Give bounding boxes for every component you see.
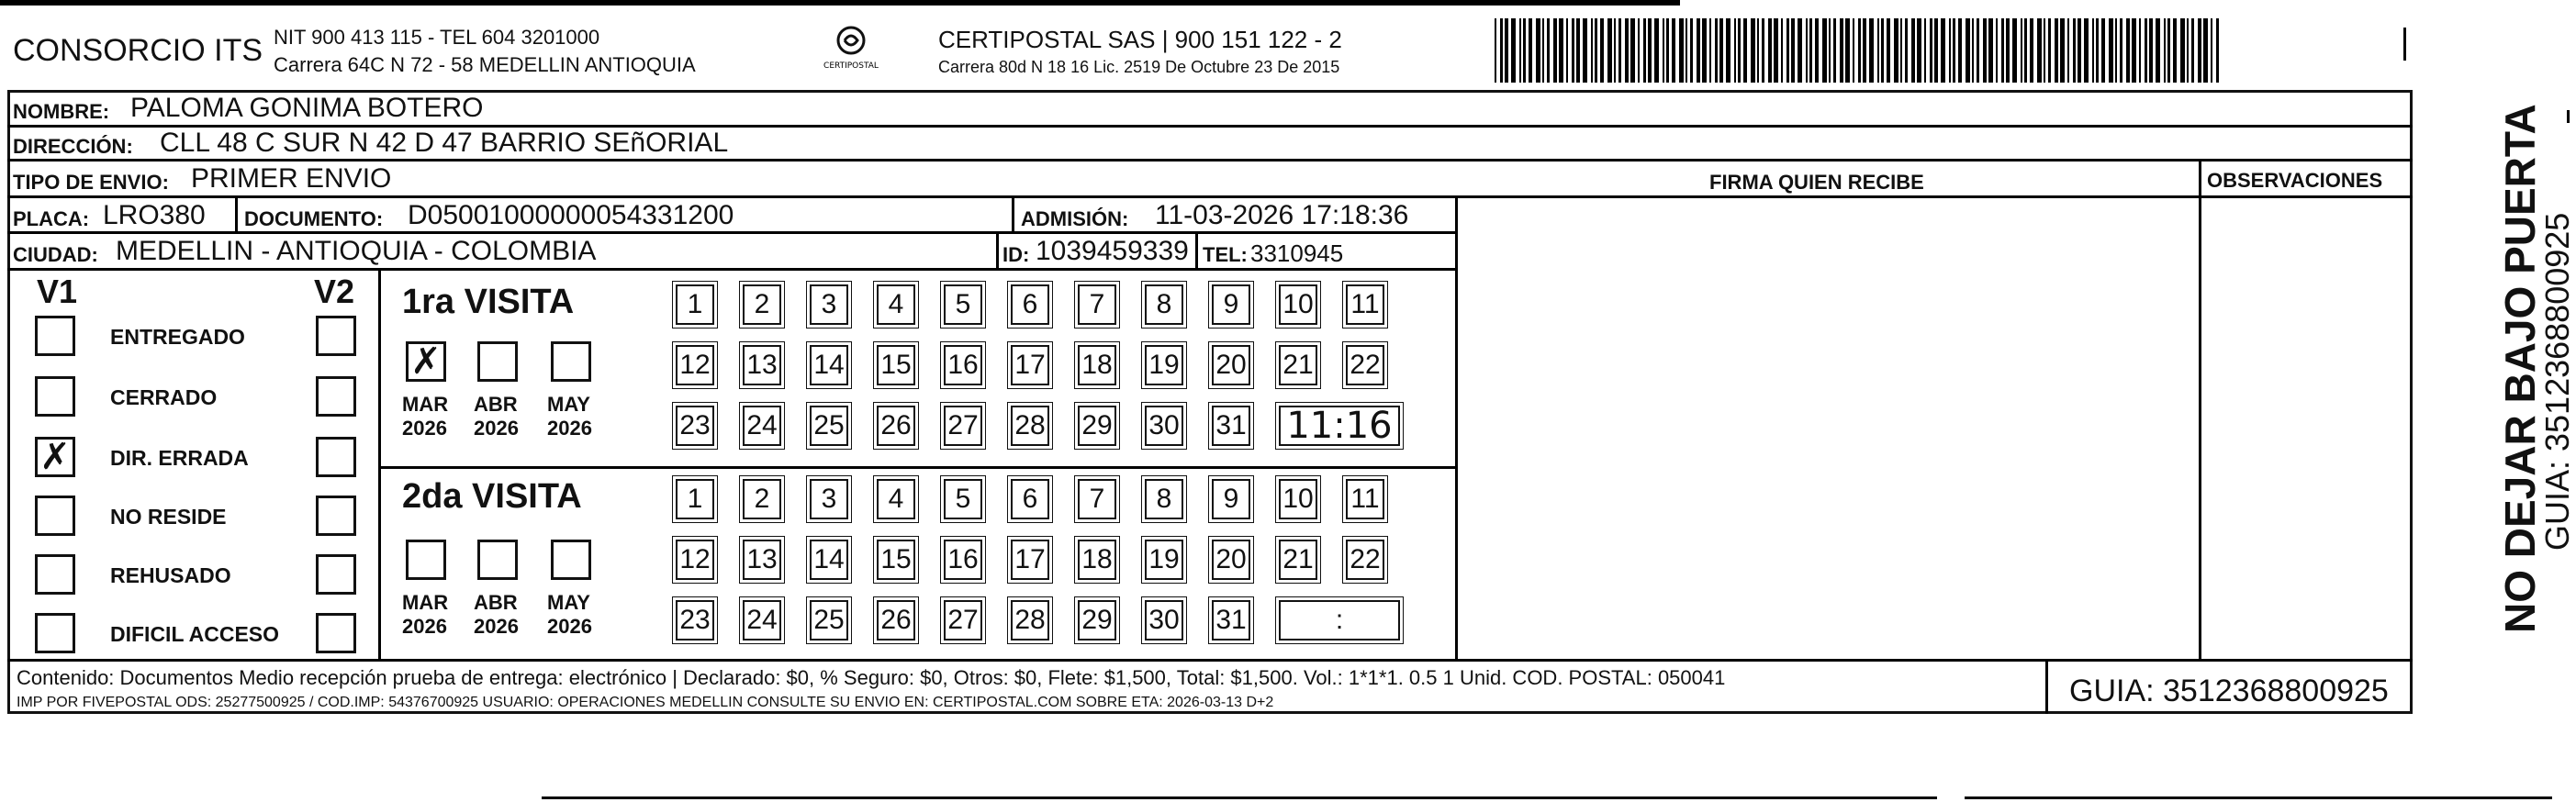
day-cell[interactable]: 3 <box>810 284 848 325</box>
month-label: MAR <box>402 393 449 416</box>
day-cell[interactable]: 24 <box>743 600 781 640</box>
bottom-rule-right <box>1965 796 2552 799</box>
v1-label: V1 <box>37 273 78 310</box>
status-label: DIR. ERRADA <box>110 446 249 470</box>
carrier-license: Carrera 80d N 18 16 Lic. 2519 De Octubre 23 De 2015 <box>938 58 1340 76</box>
day-cell[interactable]: 28 <box>1011 406 1049 446</box>
day-cell[interactable]: 17 <box>1011 345 1049 385</box>
right-edge-mark <box>2567 110 2570 123</box>
day-cell[interactable]: 29 <box>1078 406 1116 446</box>
firma-header: FIRMA QUIEN RECIBE <box>1709 171 1924 194</box>
day-cell[interactable]: 6 <box>1011 479 1049 519</box>
day-cell[interactable]: 4 <box>877 479 915 519</box>
day-cell[interactable]: 13 <box>743 345 781 385</box>
side-guia: GUIA: 3512368800925 <box>2538 212 2576 551</box>
tipo-value: PRIMER ENVIO <box>191 163 392 194</box>
nombre-value: PALOMA GONIMA BOTERO <box>130 93 484 123</box>
visita1-title: 1ra VISITA <box>402 283 575 321</box>
year-label: 2026 <box>547 417 592 440</box>
month-checkbox[interactable] <box>477 540 518 580</box>
day-cell[interactable]: 17 <box>1011 540 1049 580</box>
day-cell[interactable]: 31 <box>1212 600 1250 640</box>
day-cell[interactable]: 5 <box>944 479 982 519</box>
day-cell[interactable]: 1 <box>676 479 714 519</box>
day-cell[interactable]: 16 <box>944 345 982 385</box>
month-label: MAY <box>547 591 590 614</box>
status-v1-checkbox[interactable] <box>35 316 75 356</box>
status-v2-checkbox[interactable] <box>316 316 356 356</box>
status-label: ENTREGADO <box>110 325 245 349</box>
status-v1-checkbox[interactable] <box>35 496 75 536</box>
year-label: 2026 <box>474 417 519 440</box>
nombre-label: NOMBRE: <box>13 100 110 123</box>
placa-value: LRO380 <box>103 200 206 230</box>
ciudad-value: MEDELLIN - ANTIOQUIA - COLOMBIA <box>116 236 597 266</box>
day-cell[interactable]: 18 <box>1078 540 1116 580</box>
month-label: MAY <box>547 393 590 416</box>
day-cell[interactable]: 30 <box>1145 406 1183 446</box>
year-label: 2026 <box>474 615 519 638</box>
day-cell[interactable]: 12 <box>676 345 714 385</box>
company-name: CONSORCIO ITS <box>13 33 263 68</box>
documento-label: DOCUMENTO: <box>244 207 384 230</box>
day-cell[interactable]: 9 <box>1212 284 1250 325</box>
bottom-rule-left <box>542 796 1937 799</box>
month-checkbox[interactable] <box>551 341 591 382</box>
day-cell[interactable]: 15 <box>877 540 915 580</box>
id-label: ID: <box>1002 243 1030 266</box>
month-checkbox[interactable] <box>406 540 446 580</box>
day-cell[interactable]: 31 <box>1212 406 1250 446</box>
day-cell[interactable]: 7 <box>1078 479 1116 519</box>
status-v2-checkbox[interactable] <box>316 376 356 417</box>
footer-guia: GUIA: 3512368800925 <box>2069 674 2389 708</box>
month-checkbox[interactable] <box>477 341 518 382</box>
documento-value: D05001000000054331200 <box>408 200 734 230</box>
year-label: 2026 <box>402 615 447 638</box>
ciudad-label: CIUDAD: <box>13 243 98 266</box>
visita2-title: 2da VISITA <box>402 477 582 516</box>
status-v1-checkbox[interactable]: ✗ <box>35 437 75 477</box>
day-cell[interactable]: 14 <box>810 540 848 580</box>
day-cell[interactable]: 11 <box>1346 479 1384 519</box>
month-checkbox[interactable]: ✗ <box>406 341 446 382</box>
year-label: 2026 <box>547 615 592 638</box>
day-cell[interactable]: 21 <box>1279 540 1317 580</box>
day-cell[interactable]: 28 <box>1011 600 1049 640</box>
day-cell[interactable]: 5 <box>944 284 982 325</box>
status-label: CERRADO <box>110 385 218 409</box>
status-v1-checkbox[interactable] <box>35 554 75 595</box>
status-v1-checkbox[interactable] <box>35 613 75 653</box>
day-cell[interactable]: 22 <box>1346 540 1384 580</box>
day-cell[interactable]: 8 <box>1145 284 1183 325</box>
status-label: REHUSADO <box>110 563 231 587</box>
certipostal-logo-icon <box>819 24 883 75</box>
day-cell[interactable]: 6 <box>1011 284 1049 325</box>
tel-value: 3310945 <box>1250 239 1344 267</box>
tel-label: TEL: <box>1203 243 1248 266</box>
day-cell[interactable]: 30 <box>1145 600 1183 640</box>
day-cell[interactable]: 25 <box>810 406 848 446</box>
day-cell[interactable]: 16 <box>944 540 982 580</box>
visit-time-box[interactable]: 11:16 <box>1279 406 1400 446</box>
observaciones-header: OBSERVACIONES <box>2207 169 2383 192</box>
day-cell[interactable]: 14 <box>810 345 848 385</box>
month-label: ABR <box>474 591 518 614</box>
day-cell[interactable]: 22 <box>1346 345 1384 385</box>
day-cell[interactable]: 10 <box>1279 479 1317 519</box>
day-cell[interactable]: 4 <box>877 284 915 325</box>
company-address: Carrera 64C N 72 - 58 MEDELLIN ANTIOQUIA <box>274 53 696 76</box>
day-cell[interactable]: 3 <box>810 479 848 519</box>
day-cell[interactable]: 7 <box>1078 284 1116 325</box>
side-warning: NO DEJAR BAJO PUERTA <box>2496 104 2544 633</box>
status-v2-checkbox[interactable] <box>316 496 356 536</box>
status-v1-checkbox[interactable] <box>35 376 75 417</box>
day-cell[interactable]: 26 <box>877 406 915 446</box>
day-cell[interactable]: 11 <box>1346 284 1384 325</box>
tipo-label: TIPO DE ENVIO: <box>13 171 169 194</box>
day-cell[interactable]: 19 <box>1145 540 1183 580</box>
day-cell[interactable]: 9 <box>1212 479 1250 519</box>
barcode <box>1495 18 2229 83</box>
day-cell[interactable]: 12 <box>676 540 714 580</box>
status-label: DIFICIL ACCESO <box>110 622 280 646</box>
day-cell[interactable]: 27 <box>944 600 982 640</box>
month-label: ABR <box>474 393 518 416</box>
status-v2-checkbox[interactable] <box>316 554 356 595</box>
day-cell[interactable]: 23 <box>676 406 714 446</box>
status-v2-checkbox[interactable] <box>316 437 356 477</box>
placa-label: PLACA: <box>13 207 90 230</box>
logo-caption: CERTIPOSTAL <box>823 61 879 71</box>
day-cell[interactable]: 2 <box>743 479 781 519</box>
day-cell[interactable]: 18 <box>1078 345 1116 385</box>
direccion-label: DIRECCIÓN: <box>13 135 133 158</box>
month-checkbox[interactable] <box>551 540 591 580</box>
day-cell[interactable]: 29 <box>1078 600 1116 640</box>
day-cell[interactable]: 20 <box>1212 540 1250 580</box>
day-cell[interactable]: 2 <box>743 284 781 325</box>
footer-imp-line: IMP POR FIVEPOSTAL ODS: 25277500925 / COD.IMP: 54376700925 USUARIO: OPERACIONES MEDELLIN CONSULTE SU ENVIO EN: CERTIPOSTAL.COM SOBRE ETA: 2026-03-13 D+2 <box>17 695 1274 710</box>
footer-content-line: Contenido: Documentos Medio recepción prueba de entrega: electrónico | Declarado: $0, % Seguro: $0, Otros: $0, Flete: $1,500, Total: $1,500. Vol.: 1*1*1. 0.5 1 Unid. COD. POSTAL: 050041 <box>17 666 1726 689</box>
top-rule <box>0 0 1680 6</box>
month-label: MAR <box>402 591 449 614</box>
status-label: NO RESIDE <box>110 505 227 529</box>
day-cell[interactable]: 25 <box>810 600 848 640</box>
day-cell[interactable]: 24 <box>743 406 781 446</box>
day-cell[interactable]: 27 <box>944 406 982 446</box>
day-cell[interactable]: 15 <box>877 345 915 385</box>
admision-value: 11-03-2026 17:18:36 <box>1155 200 1409 230</box>
admision-label: ADMISIÓN: <box>1021 207 1129 230</box>
carrier-name: CERTIPOSTAL SAS | 900 151 122 - 2 <box>938 26 1342 53</box>
day-cell[interactable]: 1 <box>676 284 714 325</box>
edge-mark <box>2403 28 2406 61</box>
day-cell[interactable]: 8 <box>1145 479 1183 519</box>
id-value: 1039459339 <box>1036 236 1189 266</box>
day-cell[interactable]: 10 <box>1279 284 1317 325</box>
status-v2-checkbox[interactable] <box>316 613 356 653</box>
day-cell[interactable]: 20 <box>1212 345 1250 385</box>
day-cell[interactable]: 21 <box>1279 345 1317 385</box>
direccion-value: CLL 48 C SUR N 42 D 47 BARRIO SEñORIAL <box>160 128 729 158</box>
day-cell[interactable]: 19 <box>1145 345 1183 385</box>
year-label: 2026 <box>402 417 447 440</box>
day-cell[interactable]: 13 <box>743 540 781 580</box>
day-cell[interactable]: 26 <box>877 600 915 640</box>
company-nit: NIT 900 413 115 - TEL 604 3201000 <box>274 26 600 49</box>
visit-time-box[interactable]: : <box>1279 600 1400 640</box>
v2-label: V2 <box>314 273 355 310</box>
day-cell[interactable]: 23 <box>676 600 714 640</box>
